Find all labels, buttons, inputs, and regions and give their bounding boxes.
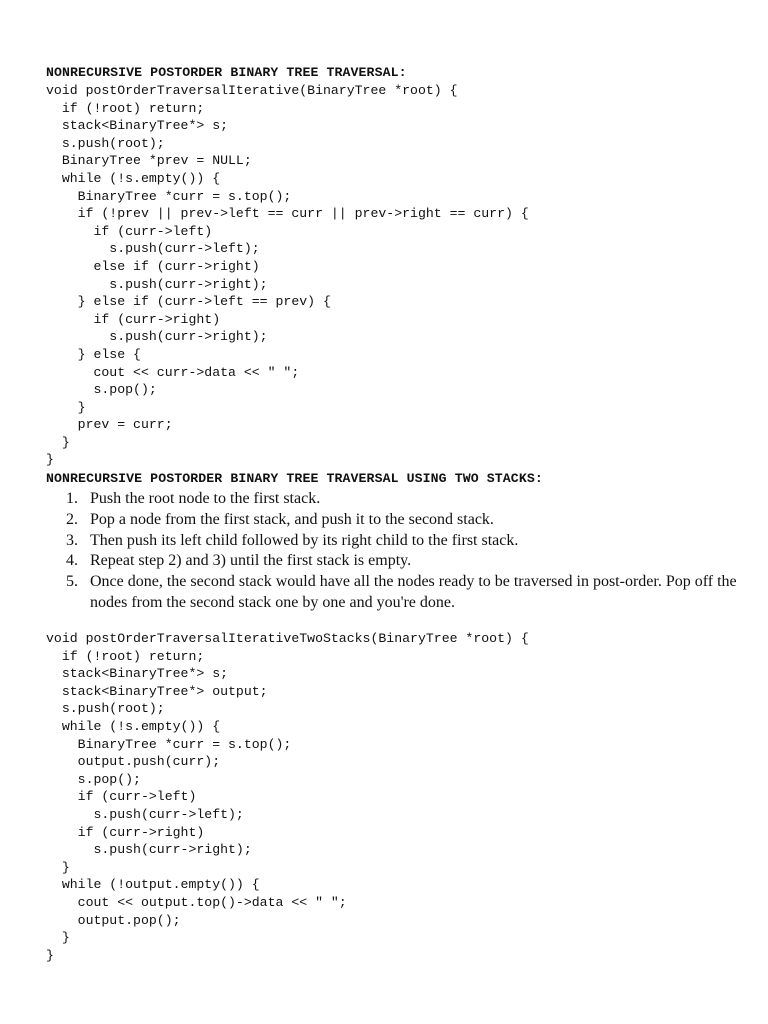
code-line: stack<BinaryTree*> s;	[46, 118, 229, 134]
code-line: } else {	[46, 346, 141, 362]
code-line: }	[46, 930, 70, 946]
step-number: 5.	[66, 573, 78, 591]
code-line: cout << curr->data << " ";	[46, 364, 300, 380]
step-item	[66, 572, 756, 614]
code-line: }	[46, 947, 54, 963]
code-line: stack<BinaryTree*> output;	[46, 683, 268, 699]
code-line: if (curr->right)	[46, 824, 205, 840]
step-text: Repeat step 2) and 3) until the first stack is empty.	[90, 552, 412, 570]
code-line: }	[46, 452, 54, 468]
code-line: cout << output.top()->data << " ";	[46, 894, 347, 910]
code-line: stack<BinaryTree*> s;	[46, 666, 229, 682]
step-number: 3.	[66, 531, 78, 549]
code-line: s.push(curr->right);	[46, 842, 252, 858]
code-line: while (!s.empty()) {	[46, 718, 221, 734]
code-line: output.pop();	[46, 912, 181, 928]
step-number: 1.	[66, 490, 78, 507]
code-line: s.push(curr->left);	[46, 806, 244, 822]
code-line: } else if (curr->left == prev) {	[46, 294, 331, 310]
code-line: else if (curr->right)	[46, 258, 260, 274]
code-line: if (curr->right)	[46, 311, 221, 327]
code-line: s.push(curr->right);	[46, 329, 268, 345]
code-line: s.push(curr->right);	[46, 276, 268, 292]
step-number: 4.	[66, 552, 78, 570]
code-line: if (curr->left)	[46, 789, 197, 805]
section-heading-two-stacks: NONRECURSIVE POSTORDER BINARY TREE TRAVERSAL USING TWO STACKS:	[46, 471, 543, 486]
code-line: }	[46, 859, 70, 875]
code-line: prev = curr;	[46, 417, 173, 433]
code-line: s.push(root);	[46, 701, 165, 717]
code-line: void postOrderTraversalIterativeTwoStacks(BinaryTree *root) {	[46, 631, 529, 646]
code-line: }	[46, 399, 86, 415]
code-line: s.pop();	[46, 382, 157, 398]
step-item	[66, 551, 756, 572]
section-heading-postorder: NONRECURSIVE POSTORDER BINARY TREE TRAVERSAL:	[46, 65, 407, 80]
step-item	[66, 531, 756, 552]
step-text: Once done, the second stack would have all the nodes ready to be traversed in post-order. Pop off the nodes from the second stack one by one and you're done.	[90, 573, 737, 611]
code-line: while (!output.empty()) {	[46, 877, 260, 893]
step-text: Then push its left child followed by its right child to the first stack.	[90, 531, 519, 549]
step-text: Pop a node from the first stack, and push it to the second stack.	[90, 510, 494, 528]
code-line: s.push(root);	[46, 135, 165, 151]
code-line: while (!s.empty()) {	[46, 170, 221, 186]
code-block-two-stacks	[46, 630, 529, 964]
code-line: output.push(curr);	[46, 754, 221, 770]
code-line: if (curr->left)	[46, 223, 213, 239]
code-line: s.push(curr->left);	[46, 241, 260, 257]
step-number: 2.	[66, 510, 78, 528]
code-line: if (!prev || prev->left == curr || prev->right == curr) {	[46, 206, 529, 222]
code-line: BinaryTree *curr = s.top();	[46, 736, 292, 752]
code-block-iterative-postorder	[46, 82, 529, 469]
code-line: void postOrderTraversalIterative(BinaryTree *root) {	[46, 83, 458, 98]
code-line: BinaryTree *prev = NULL;	[46, 153, 252, 169]
code-line: s.pop();	[46, 771, 141, 787]
step-item	[66, 489, 756, 510]
step-item	[66, 510, 756, 531]
code-line: if (!root) return;	[46, 100, 205, 116]
steps-list	[66, 489, 756, 614]
code-line: if (!root) return;	[46, 648, 205, 664]
code-line: BinaryTree *curr = s.top();	[46, 188, 292, 204]
step-text: Push the root node to the first stack.	[90, 490, 321, 507]
code-line: }	[46, 434, 70, 450]
